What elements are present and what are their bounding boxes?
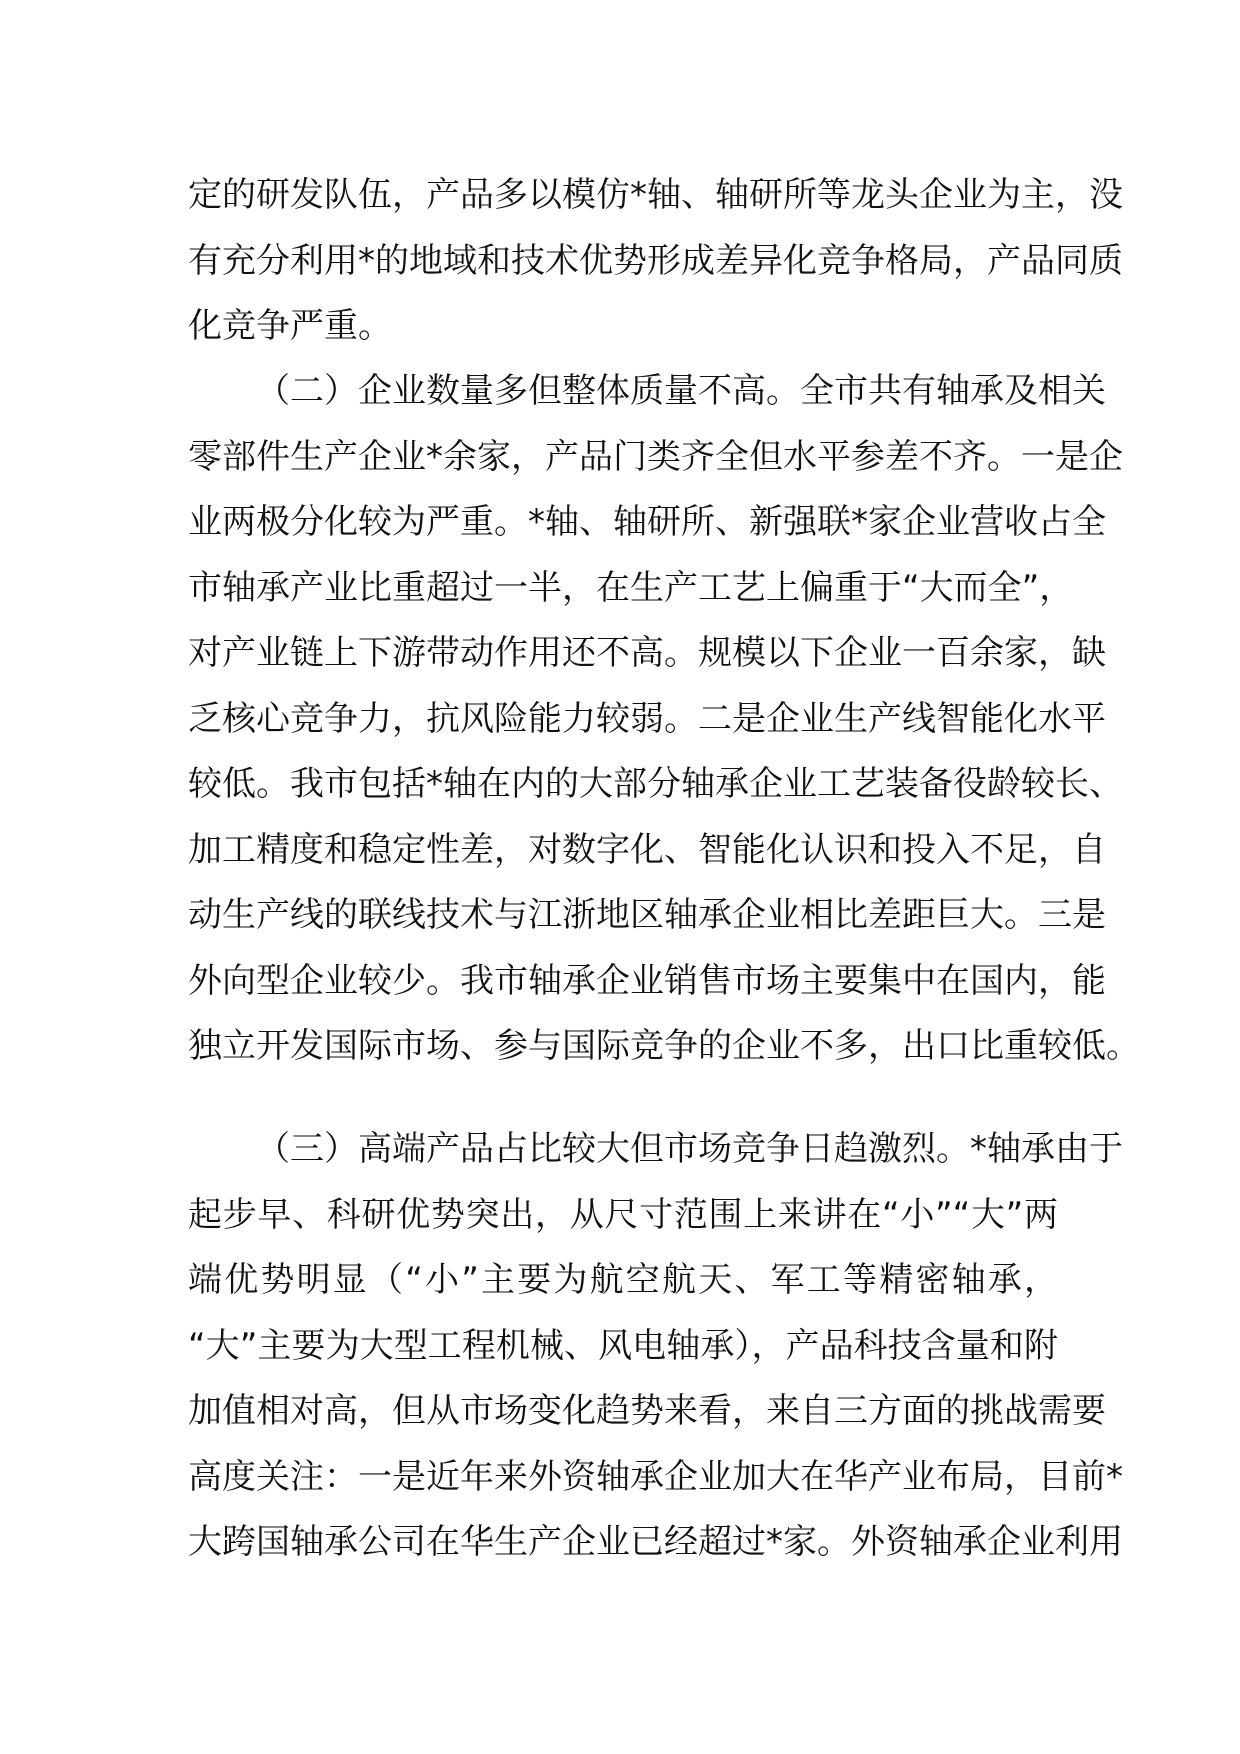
section-heading-line: （三）高端产品占比较大但市场竞争日趋激烈。*轴承由于: [256, 1129, 1123, 1169]
text-line: 起步早、科研优势突出，从尺寸范围上来讲在“小”“大”两: [188, 1194, 1058, 1235]
text-line: 端优势明显（“小”主要为航空航天、军工等精密轴承，: [188, 1260, 1058, 1300]
text-line: 对产业链上下游带动作用还不高。规模以下企业一百余家，缺: [188, 633, 1106, 673]
text-line: 市轴承产业比重超过一半，在生产工艺上偏重于“大而全”，: [188, 567, 1074, 608]
text-line: 高度关注：一是近年来外资轴承企业加大在华产业布局，目前*: [188, 1456, 1123, 1497]
text-line: 乏核心竞争力，抗风险能力较弱。二是企业生产线智能化水平: [188, 698, 1106, 739]
text-line: 定的研发队伍，产品多以模仿*轴、轴研所等龙头企业为主，没: [188, 175, 1123, 215]
paragraph-1: [188, 163, 1123, 360]
section-heading-line: （二）企业数量多但整体质量不高。全市共有轴承及相关: [256, 371, 1106, 411]
text-line: “大”主要为大型工程机械、风电轴承），产品科技含量和附: [188, 1325, 1058, 1366]
text-line: 加值相对高，但从市场变化趋势来看，来自三方面的挑战需要: [188, 1391, 1106, 1431]
text-line: 业两极分化较为严重。*轴、轴研所、新强联*家企业营收占全: [188, 502, 1106, 542]
text-line: 大跨国轴承公司在华生产企业已经超过*家。外资轴承企业利用: [188, 1522, 1123, 1562]
text-line: 较低。我市包括*轴在内的大部分轴承企业工艺装备役龄较长、: [188, 764, 1123, 804]
paragraph-3: [188, 1117, 1123, 1576]
text-line: 加工精度和稳定性差，对数字化、智能化认识和投入不足，自: [188, 829, 1106, 870]
text-line: 化竞争严重。: [188, 306, 392, 346]
text-line: 零部件生产企业*余家，产品门类齐全但水平参差不齐。一是企: [188, 436, 1123, 477]
text-line: 外向型企业较少。我市轴承企业销售市场主要集中在国内，能: [188, 960, 1106, 1001]
text-line: 独立开发国际市场、参与国际竞争的企业不多，出口比重较低。: [188, 1026, 1140, 1066]
text-line: 有充分利用*的地域和技术优势形成差异化竞争格局，产品同质: [188, 240, 1123, 281]
paragraph-2: [188, 359, 1140, 1080]
text-line: 动生产线的联线技术与江浙地区轴承企业相比差距巨大。三是: [188, 895, 1106, 935]
